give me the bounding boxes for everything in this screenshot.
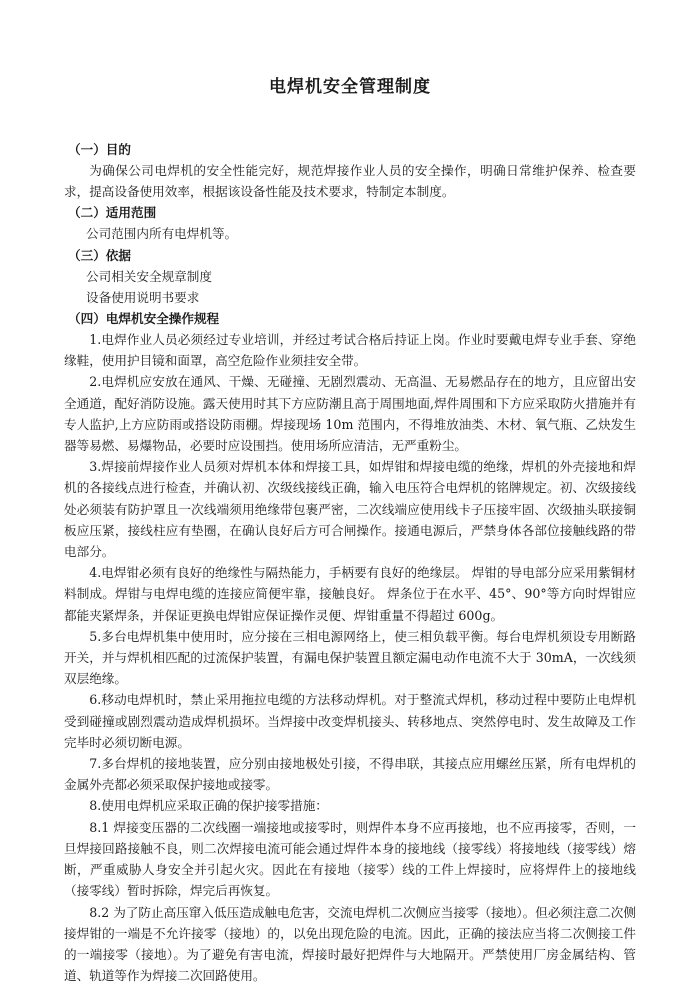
section-operating-rules — [64, 308, 636, 986]
section-paragraph: 为确保公司电焊机的安全性能完好，规范焊接作业人员的安全操作，明确日常维护保养、检查要求，提高设备使用效率，根据该设备性能及技术要求，特制定本制度。 — [64, 163, 636, 200]
document-title: 电焊机安全管理制度 — [269, 77, 431, 97]
section-heading: （二）适用范围 — [68, 205, 157, 221]
section-line: 公司相关安全规章制度 — [86, 268, 212, 284]
section-heading: （一）目的 — [68, 142, 131, 157]
rule-paragraph-6: 6.移动电焊机时，禁止采用拖拉电缆的方法移动焊机。对于整流式焊机，移动过程中要防止电焊机受到碰撞或剧烈震动造成焊机损坏。当焊接中改变焊机接头、转移地点、突然停电时、发生故障及工作完毕时必须切断电源。 — [64, 692, 636, 750]
rule-paragraph-3: 3.焊接前焊接作业人员须对焊机本体和焊接工具，如焊钳和焊接电缆的绝缘，焊机的外壳接地和焊机的各接线点进行检查，并确认初、次级线接线正确，输入电压符合电焊机的铭牌规定。初、次级接线处必须装有防护罩且一次线端须用绝缘带包裹严密，二次线端应使用线卡子压接牢固、次级抽头联接铜板应压紧，接线柱应有垫圈，在确认良好后方可合闸操作。接通电源后，严禁身体各部位接触线路的带电部分。 — [64, 459, 636, 560]
rule-paragraph-7: 7.多台焊机的接地装置，应分别由接地极处引接，不得串联，其接点应用螺丝压紧，所有电焊机的金属外壳都必须采取保护接地或接零。 — [64, 756, 636, 793]
rule-paragraph-5: 5.多台电焊机集中使用时，应分接在三相电源网络上，使三相负载平衡。每台电焊机须设专用断路开关，并与焊机相匹配的过流保护装置，有漏电保护装置且额定漏电动作电流不大于 30mA，一次线须双层绝缘。 — [64, 628, 636, 687]
section-purpose — [64, 139, 636, 202]
rule-paragraph-8-1: 8.1 焊接变压器的二次线圈一端接地或接零时，则焊件本身不应再接地，也不应再接零，否则，一旦焊接回路接触不良，则二次焊接电流可能会通过焊件本身的接地线（接零线）将接地线（接零线）熔断，严重威胁人身安全并引起火灾。因此在有接地（接零）线的工件上焊接时，应将焊件上的接地线（接零线）暂时拆除，焊完后再恢复。 — [64, 819, 636, 899]
rule-paragraph-8-2: 8.2 为了防止高压窜入低压造成触电危害，交流电焊机二次侧应当接零（接地）。但必须注意二次侧接焊钳的一端是不允许接零（接地）的，以免出现危险的电流。因此，正确的接法应当将二次侧接工件的一端接零（接地）。为了避免有害电流，焊接时最好把焊件与大地隔开。严禁使用厂房金属结构、管道、轨道等作为焊接二次回路使用。 — [64, 904, 636, 984]
section-heading: （四）电焊机安全操作规程 — [68, 311, 220, 327]
rule-paragraph-4: 4.电焊钳必须有良好的绝缘性与隔热能力，手柄要有良好的绝缘层。 焊钳的导电部分应采用紫铜材料制成。焊钳与电焊电缆的连接应简便牢靠，接触良好。 焊条位于在水平、45°、90°等方向时焊钳应都能夹紧焊条，并保证更换电焊钳应保证操作灵便、焊钳重量不得超过 600g。 — [64, 565, 636, 623]
section-heading: （三）依据 — [68, 247, 131, 263]
section-scope — [64, 202, 636, 244]
rule-paragraph-1: 1.电焊作业人员必须经过专业培训，并经过考试合格后持证上岗。作业时要戴电焊专业手套、穿绝缘鞋，使用护目镜和面罩，高空危险作业须挂安全带。 — [64, 332, 636, 369]
section-line: 设备使用说明书要求 — [86, 289, 200, 305]
rule-paragraph-8: 8.使用电焊机应采取正确的保护接零措施： — [89, 798, 328, 814]
rule-paragraph-2: 2.电焊机应安放在通风、干燥、无碰撞、无剧烈震动、无高温、无易燃品存在的地方，且应留出安全通道，配好消防设施。露天使用时其下方应防潮且高于周围地面,焊件周围和下方应采取防火措施并有专人监护,上方应防雨或搭设防雨棚。焊接现场 10m 范围内，不得堆放油类、木材、氧气瓶、乙炔发生器等易燃、易爆物品，必要时应设围挡。使用场所应清洁，无严重粉尘。 — [64, 374, 636, 454]
section-basis — [64, 245, 636, 308]
section-line: 公司范围内所有电焊机等。 — [86, 226, 238, 242]
